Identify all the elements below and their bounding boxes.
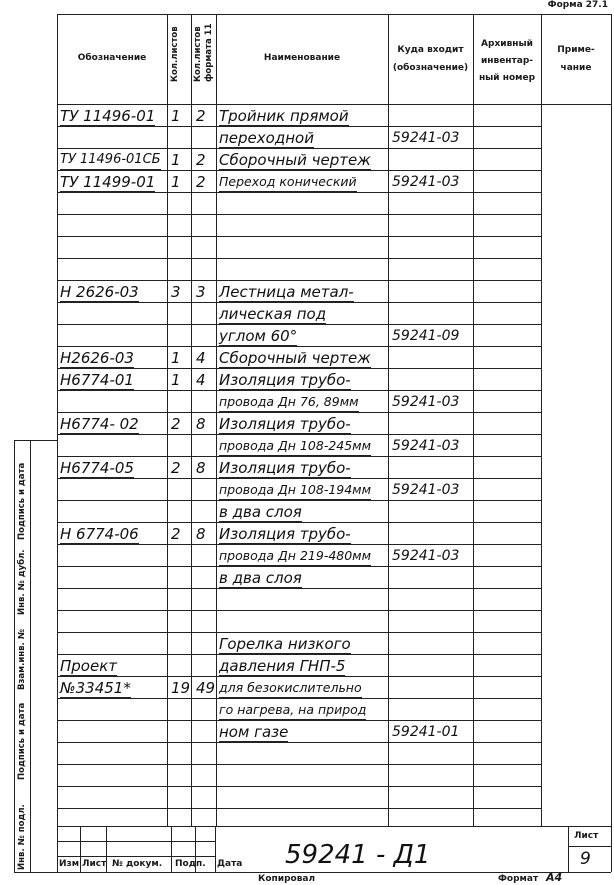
side-strip-top	[14, 440, 57, 441]
row-name: давления ГНП-5	[219, 657, 346, 675]
row-name: Тройник прямой	[219, 107, 349, 125]
side-strip-left	[14, 440, 15, 872]
row-qty-sheets: 1	[171, 107, 181, 125]
row-line	[57, 456, 541, 457]
form-label: Форма 27.1	[547, 0, 608, 10]
row-name: лическая под	[219, 305, 327, 323]
stamp-col-a	[80, 826, 81, 872]
row-where-used: 59241-03	[392, 438, 460, 454]
row-name: го нагрева, на природ	[219, 701, 366, 720]
row-line	[57, 368, 541, 369]
side-label-replace-inv: Взам.инв. №	[17, 629, 27, 690]
row-name: в два слоя	[219, 503, 302, 521]
row-name: Горелка низкого	[219, 635, 351, 653]
row-name: Изоляция трубо-	[219, 371, 351, 389]
row-qty-format: 4	[196, 349, 206, 367]
row-line	[57, 148, 541, 149]
row-qty-sheets: 2	[171, 459, 181, 477]
stamp-col-sheet: Лист	[82, 859, 107, 869]
header-where-used-2: (обозначение)	[392, 63, 469, 73]
col-line-2	[191, 14, 192, 826]
row-qty-sheets: 1	[171, 371, 181, 389]
row-name: Сборочный чертеж	[219, 349, 371, 367]
row-name: Изоляция трубо-	[219, 459, 351, 477]
row-qty-format: 4	[196, 371, 206, 389]
header-note-2: чание	[560, 63, 592, 73]
row-designation: Проект	[60, 657, 118, 675]
frame-bottom	[14, 872, 611, 873]
row-line	[57, 544, 541, 545]
header-qty-format-2: формата 11	[204, 23, 214, 82]
stamp-col-signature: Подп.	[175, 859, 206, 869]
row-name: Лестница метал-	[219, 283, 354, 301]
row-designation: Н6774-01	[60, 371, 134, 389]
row-line	[57, 588, 541, 589]
row-line	[57, 412, 541, 413]
header-designation: Обозначение	[77, 53, 147, 63]
row-qty-sheets: 2	[171, 415, 181, 433]
row-designation: ТУ 11496-01	[60, 107, 156, 125]
header-qty-format-1: Кол.листов	[193, 26, 203, 82]
header-where-used-1: Куда входит	[397, 45, 464, 55]
col-line-3	[216, 14, 217, 826]
row-name: Сборочный чертеж	[219, 151, 371, 169]
row-name: Переход конический	[219, 173, 357, 192]
row-name: провода Дн 76, 89мм	[219, 393, 359, 412]
stamp-sheet-row	[568, 846, 611, 847]
row-name: ном газе	[219, 723, 289, 741]
row-qty-format: 49	[196, 679, 216, 697]
frame-top	[57, 14, 611, 15]
row-qty-sheets: 1	[171, 173, 181, 191]
row-name: Изоляция трубо-	[219, 415, 351, 433]
row-name: для безокислительно	[219, 679, 362, 698]
stamp-col-doc-number: № докум.	[112, 859, 163, 869]
stamp-sheet-col	[568, 826, 569, 872]
col-line-4	[388, 14, 389, 826]
side-label-inv-original: Инв. № подл.	[17, 804, 27, 870]
row-qty-sheets: 19	[171, 679, 191, 697]
row-line	[57, 192, 541, 193]
stamp-sheet-number: 9	[580, 849, 591, 869]
col-line-1	[167, 14, 168, 826]
row-where-used: 59241-09	[392, 328, 460, 344]
header-name: Наименование	[263, 53, 341, 63]
frame-left	[57, 14, 58, 872]
stamp-col-e	[215, 826, 216, 872]
header-qty-sheets: Кол.листов	[170, 26, 180, 82]
row-qty-format: 8	[196, 459, 206, 477]
row-name: углом 60°	[219, 327, 298, 345]
row-qty-format: 2	[196, 107, 206, 125]
row-name: переходной	[219, 129, 314, 147]
row-line	[57, 258, 541, 259]
footer-copied: Копировал	[258, 874, 316, 884]
row-line	[57, 346, 541, 347]
row-designation: ТУ 11499-01	[60, 173, 156, 191]
row-designation: Н 6774-06	[60, 525, 139, 543]
header-bottom	[57, 104, 611, 105]
row-where-used: 59241-03	[392, 394, 460, 410]
row-where-used: 59241-03	[392, 548, 460, 564]
side-label-sign-date-1: Подпись и дата	[17, 702, 27, 780]
row-line	[57, 786, 541, 787]
row-qty-format: 8	[196, 415, 206, 433]
stamp-doc-number: 59241 - Д1	[285, 840, 431, 870]
col-line-6	[541, 14, 542, 826]
row-designation: Н 2626-03	[60, 283, 139, 301]
frame-right	[611, 14, 612, 872]
row-designation: Н6774-05	[60, 459, 134, 477]
row-name: Изоляция трубо-	[219, 525, 351, 543]
row-where-used: 59241-03	[392, 130, 460, 146]
row-name: провода Дн 108-194мм	[219, 481, 371, 500]
row-line	[57, 566, 541, 567]
stamp-top	[57, 826, 611, 827]
row-line	[57, 632, 541, 633]
row-qty-sheets: 2	[171, 525, 181, 543]
header-archive-2: инвентар-	[480, 56, 533, 66]
row-line	[57, 764, 541, 765]
col-line-5	[473, 14, 474, 826]
row-line	[57, 214, 541, 215]
row-line	[57, 654, 541, 655]
side-label-inv-duplicate: Инв. № дубл.	[17, 549, 27, 615]
row-line	[57, 434, 541, 435]
row-qty-format: 8	[196, 525, 206, 543]
row-line	[57, 170, 541, 171]
row-name: в два слоя	[219, 569, 302, 587]
row-line	[57, 126, 541, 127]
stamp-sheet-label: Лист	[574, 831, 599, 841]
row-line	[57, 698, 541, 699]
row-line	[57, 742, 541, 743]
row-line	[57, 720, 541, 721]
row-line	[57, 390, 541, 391]
side-label-sign-date-2: Подпись и дата	[17, 462, 27, 540]
header-note-1: Приме-	[557, 45, 595, 55]
row-line	[57, 478, 541, 479]
header-archive-1: Архивный	[481, 39, 533, 49]
footer-format-label: Формат	[498, 874, 539, 884]
row-line	[57, 280, 541, 281]
row-designation: №33451*	[60, 679, 131, 697]
row-line	[57, 610, 541, 611]
row-where-used: 59241-01	[392, 724, 460, 740]
row-name: провода Дн 108-245мм	[219, 437, 371, 456]
row-qty-format: 3	[196, 283, 206, 301]
row-line	[57, 808, 541, 809]
stamp-col-date: Дата	[217, 859, 243, 869]
row-line	[57, 324, 541, 325]
row-designation: Н2626-03	[60, 349, 134, 367]
row-line	[57, 522, 541, 523]
row-qty-sheets: 3	[171, 283, 181, 301]
row-line	[57, 302, 541, 303]
row-qty-sheets: 1	[171, 349, 181, 367]
row-line	[57, 676, 541, 677]
row-designation: ТУ 11496-01СБ	[60, 151, 161, 170]
row-where-used: 59241-03	[392, 482, 460, 498]
row-qty-format: 2	[196, 173, 206, 191]
stamp-col-change: Изм	[59, 859, 80, 869]
stamp-col-c	[171, 826, 172, 872]
row-qty-format: 2	[196, 151, 206, 169]
header-archive-3: ный номер	[478, 73, 536, 83]
row-qty-sheets: 1	[171, 151, 181, 169]
row-line	[57, 236, 541, 237]
row-where-used: 59241-03	[392, 174, 460, 190]
footer-format-value: А4	[546, 871, 563, 884]
row-designation: Н6774- 02	[60, 415, 139, 433]
side-strip-mid	[30, 440, 31, 872]
row-name: провода Дн 219-480мм	[219, 547, 371, 566]
row-line	[57, 500, 541, 501]
